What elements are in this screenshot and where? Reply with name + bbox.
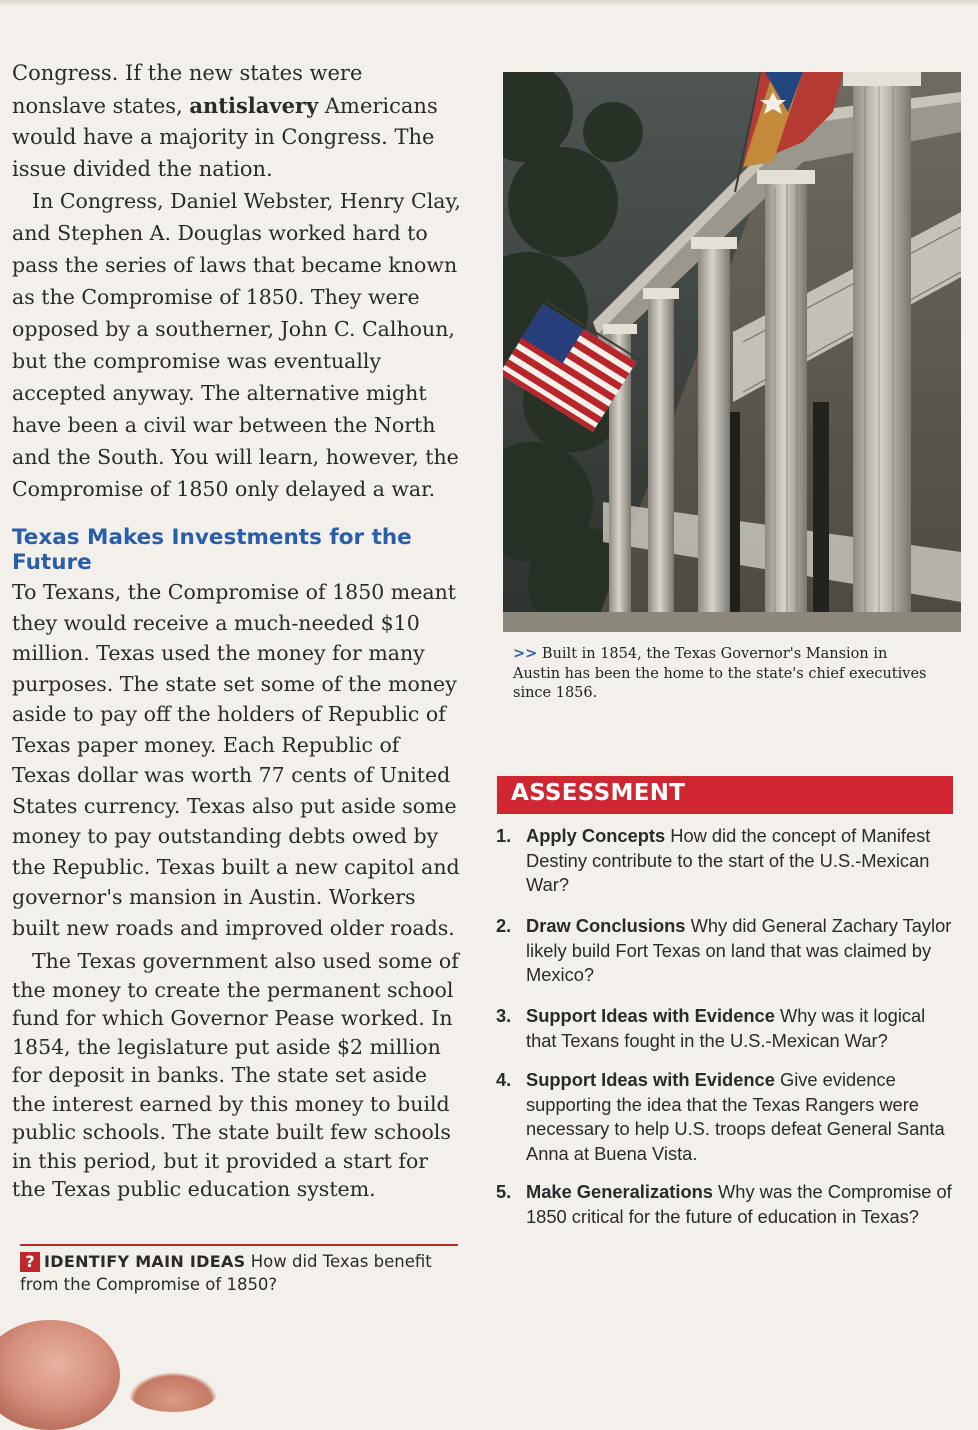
intro-paragraph: Congress. If the new states were nonslave states, antislavery Americans would have a majority in Congress. The issue divided the nation. (12, 61, 438, 181)
page-edge (0, 0, 978, 6)
identify-label: IDENTIFY MAIN IDEAS (44, 1252, 246, 1271)
governors-mansion-photo (503, 72, 961, 632)
section-heading: Texas Makes Investments for the Future (12, 525, 412, 575)
antislavery-term: antislavery (189, 92, 319, 118)
question-mark-icon: ? (20, 1252, 40, 1272)
caption-text: Built in 1854, the Texas Governor's Mansion in Austin has been the home to the state's chief executives since 1856. (513, 646, 927, 701)
assessment-header (497, 776, 953, 814)
investments-paragraph: To Texans, the Compromise of 1850 meant they would receive a much-needed $10 million. Texas used the money for many purposes. The state set some of the money aside to pay off the holders of Republic of Texas paper money. Each Republic of Texas dollar was worth 77 cents of United States currency. Texas also put aside some money to pay outstanding debts owed by the Republic. Texas built a new capitol and governor's mansion in Austin. Workers built new roads and improved older roads. (12, 580, 460, 940)
assessment-title: ASSESSMENT (511, 780, 686, 806)
photo-caption (513, 644, 933, 704)
finger-tip (128, 1372, 218, 1412)
thumb-finger (0, 1320, 120, 1430)
caption-arrows-icon: >> (513, 645, 538, 662)
identify-main-ideas-box (20, 1244, 458, 1296)
left-column (12, 58, 462, 1204)
compromise-paragraph: In Congress, Daniel Webster, Henry Clay, and Stephen A. Douglas worked hard to pass the series of laws that became known as the Compromise of 1850. They were opposed by a southerner, John C. Calhoun, but the compromise was eventually accepted anyway. The alternative might have been a civil war between the North and the South. You will learn, however, the Compromise of 1850 only delayed a war. (12, 189, 461, 501)
school-fund-paragraph: The Texas government also used some of the money to create the permanent school fund for which Governor Pease worked. In 1854, the legislature put aside $2 million for deposit in banks. The state set aside the interest earned by this money to build public schools. The state built few schools in this period, but it provided a start for the Texas public education system. (12, 949, 459, 1201)
identify-question: How did Texas benefit from the Compromise of 1850? (20, 1252, 432, 1294)
